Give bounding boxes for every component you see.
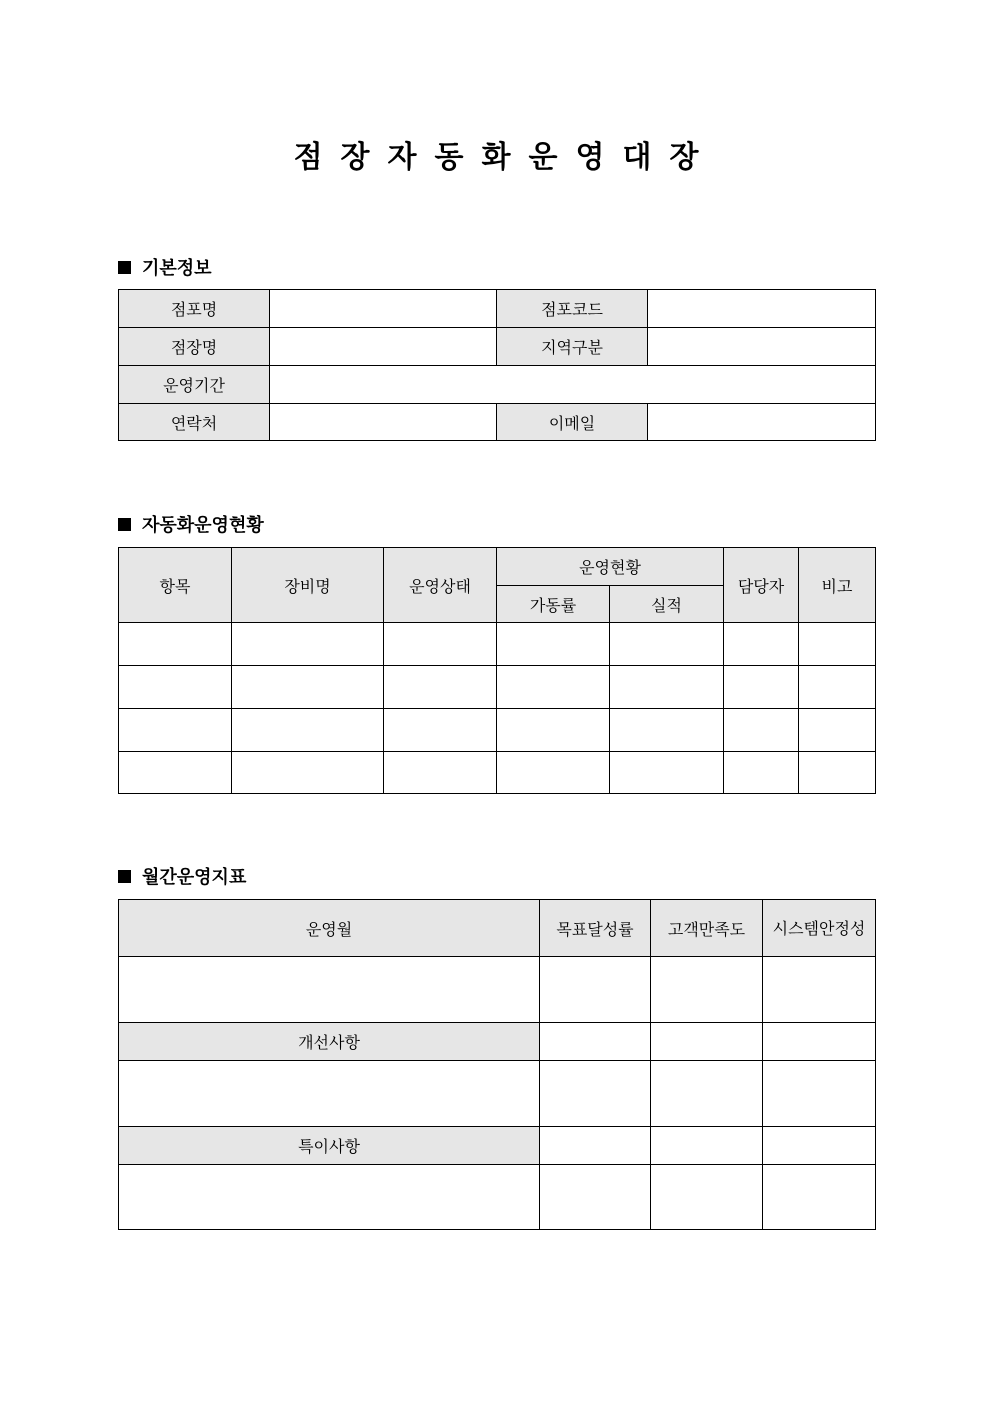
- title-char: 자: [387, 140, 417, 175]
- manager-name-label: 점장명: [119, 328, 270, 366]
- table-cell[interactable]: [497, 709, 610, 752]
- table-cell[interactable]: [610, 623, 724, 666]
- special-cell-1[interactable]: [540, 1127, 651, 1165]
- special-field[interactable]: [119, 1165, 540, 1230]
- improvements-cell-3[interactable]: [763, 1023, 876, 1061]
- table-cell[interactable]: [384, 752, 497, 794]
- section-monthly-heading: [118, 863, 246, 889]
- goal-rate-field[interactable]: [540, 957, 651, 1023]
- email-label: 이메일: [497, 404, 648, 441]
- table-cell[interactable]: [497, 666, 610, 709]
- monthly-table: [118, 899, 876, 1230]
- header-note: 비고: [799, 548, 876, 623]
- section-automation-heading: [118, 511, 264, 537]
- table-cell[interactable]: [799, 623, 876, 666]
- section-basic-heading: [118, 254, 212, 280]
- section-basic-title: 기본정보: [142, 258, 212, 279]
- contact-label: 연락처: [119, 404, 270, 441]
- table-row: [119, 752, 876, 794]
- table-cell[interactable]: [724, 709, 799, 752]
- header-item: 항목: [119, 548, 232, 623]
- table-cell[interactable]: [119, 709, 232, 752]
- table-cell[interactable]: [724, 623, 799, 666]
- table-cell[interactable]: [232, 752, 384, 794]
- improvements-cell-2[interactable]: [651, 1023, 763, 1061]
- table-row: [119, 709, 876, 752]
- store-code-label: 점포코드: [497, 290, 648, 328]
- table-cell[interactable]: [384, 709, 497, 752]
- basic-info-table: [118, 289, 876, 441]
- table-cell[interactable]: [232, 666, 384, 709]
- store-code-field[interactable]: [648, 290, 876, 328]
- header-month: 운영월: [119, 900, 540, 957]
- table-cell[interactable]: [232, 623, 384, 666]
- special-extra-2[interactable]: [651, 1165, 763, 1230]
- header-satisfaction: 고객만족도: [651, 900, 763, 957]
- region-field[interactable]: [648, 328, 876, 366]
- month-field[interactable]: [119, 957, 540, 1023]
- title-char: 동: [434, 140, 464, 175]
- special-cell-2[interactable]: [651, 1127, 763, 1165]
- manager-name-field[interactable]: [270, 328, 497, 366]
- header-equipment: 장비명: [232, 548, 384, 623]
- email-field[interactable]: [648, 404, 876, 441]
- contact-field[interactable]: [270, 404, 497, 441]
- square-bullet-icon: [118, 518, 131, 531]
- section-monthly-title: 월간운영지표: [142, 867, 247, 888]
- table-row: [119, 666, 876, 709]
- table-cell[interactable]: [119, 623, 232, 666]
- improvements-extra-3[interactable]: [763, 1061, 876, 1127]
- table-cell[interactable]: [610, 666, 724, 709]
- stability-field[interactable]: [763, 957, 876, 1023]
- table-cell[interactable]: [119, 752, 232, 794]
- period-label: 운영기간: [119, 366, 270, 404]
- header-performance: 실적: [610, 586, 724, 623]
- improvements-extra-2[interactable]: [651, 1061, 763, 1127]
- special-cell-3[interactable]: [763, 1127, 876, 1165]
- table-cell[interactable]: [384, 623, 497, 666]
- table-cell[interactable]: [232, 709, 384, 752]
- special-label: 특이사항: [119, 1127, 540, 1165]
- improvements-field[interactable]: [119, 1061, 540, 1127]
- table-cell[interactable]: [799, 666, 876, 709]
- header-person: 담당자: [724, 548, 799, 623]
- improvements-cell-1[interactable]: [540, 1023, 651, 1061]
- table-cell[interactable]: [610, 709, 724, 752]
- improvements-extra-1[interactable]: [540, 1061, 651, 1127]
- table-cell[interactable]: [724, 666, 799, 709]
- satisfaction-field[interactable]: [651, 957, 763, 1023]
- store-name-label: 점포명: [119, 290, 270, 328]
- square-bullet-icon: [118, 870, 131, 883]
- header-uptime: 가동률: [497, 586, 610, 623]
- table-cell[interactable]: [497, 623, 610, 666]
- header-goal-rate: 목표달성률: [540, 900, 651, 957]
- title-char: 대: [622, 140, 652, 175]
- table-cell[interactable]: [799, 752, 876, 794]
- period-field[interactable]: [270, 366, 876, 404]
- title-char: 화: [481, 140, 511, 175]
- table-cell[interactable]: [799, 709, 876, 752]
- title-char: 점: [293, 140, 323, 175]
- table-cell[interactable]: [497, 752, 610, 794]
- table-cell[interactable]: [610, 752, 724, 794]
- special-extra-3[interactable]: [763, 1165, 876, 1230]
- automation-table: [118, 547, 876, 794]
- store-name-field[interactable]: [270, 290, 497, 328]
- title-char: 장: [340, 140, 370, 175]
- table-row: [119, 623, 876, 666]
- header-op-status: 운영현황: [497, 548, 724, 586]
- section-automation-title: 자동화운영현황: [142, 515, 264, 536]
- region-label: 지역구분: [497, 328, 648, 366]
- table-cell[interactable]: [119, 666, 232, 709]
- header-stability: 시스템안정성: [763, 900, 876, 957]
- title-char: 영: [575, 140, 605, 175]
- title-char: 장: [669, 140, 699, 175]
- title-char: 운: [528, 140, 558, 175]
- improvements-label: 개선사항: [119, 1023, 540, 1061]
- special-extra-1[interactable]: [540, 1165, 651, 1230]
- table-cell[interactable]: [384, 666, 497, 709]
- header-status: 운영상태: [384, 548, 497, 623]
- page-title: [0, 132, 992, 176]
- square-bullet-icon: [118, 261, 131, 274]
- table-cell[interactable]: [724, 752, 799, 794]
